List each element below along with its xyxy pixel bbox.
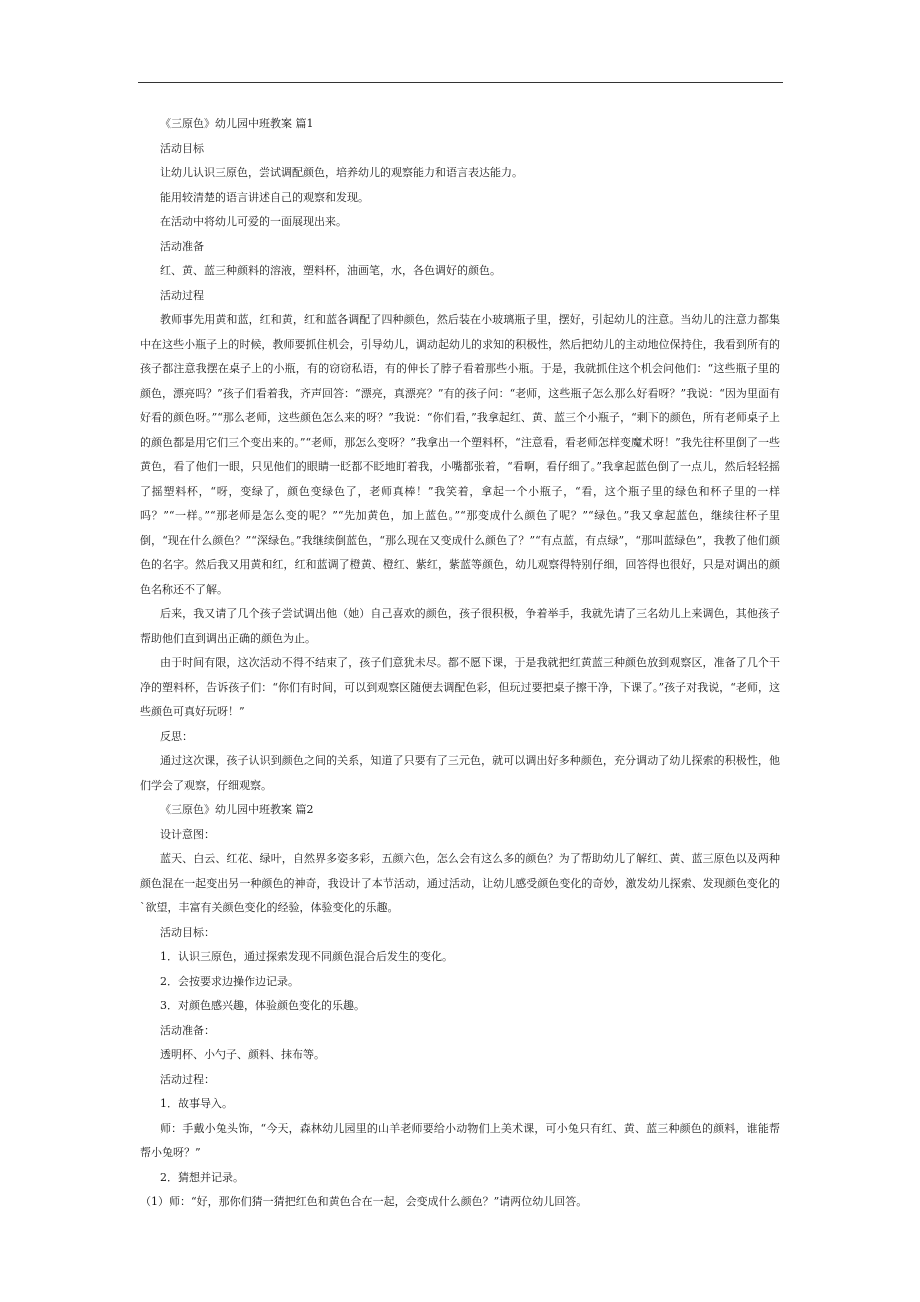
header-rule <box>138 82 783 83</box>
process-paragraph-2: 后来，我又请了几个孩子尝试调出他（她）自己喜欢的颜色，孩子很积极，争着举手，我就先请了三名幼儿上来调色，其他孩子帮助他们直到调出正确的颜色为止。 <box>140 607 780 645</box>
heading-activity-process: 活动过程 <box>160 288 204 302</box>
section-title-1: 《三原色》幼儿园中班教案 篇1 <box>160 117 314 130</box>
heading-activity-process-2: 活动过程： <box>160 1072 215 1086</box>
process-paragraph-1: 教师事先用黄和蓝，红和黄，红和蓝各调配了四种颜色，然后装在小玻璃瓶子里，摆好，引起幼儿的注意。当幼儿的注意力都集中在这些小瓶子上的时候，教师要抓住机会，引导幼儿，调动起幼儿的求知的积极性，然后把幼儿的主动地位保持住，我看到所有的孩子都注意我摆在桌子上的小瓶，有的窃窃私语，有的伸长了脖子看着那些小瓶。于是，我就抓住这个机会问他们：“这些瓶子里的颜色，漂亮吗？”孩子们看着我，齐声回答：“漂亮，真漂亮？”有的孩子问：“老师，这些瓶子怎么那么好看呀？”我说：“因为里面有好看的颜色呀。”“那么老师，这些颜色怎么来的呀？”我说：“你们看，”我拿起红、黄、蓝三个小瓶子，“剩下的颜色，所有老师桌子上的颜色都是用它们三个变出来的。”“老师，那怎么变呀？”我拿出一个塑料杯，“注意看，看老师怎样变魔术呀！”我先往杯里倒了一些黄色，看了他们一眼，只见他们的眼睛一眨都不眨地盯着我，小嘴都张着，“看啊，看仔细了。”我拿起蓝色倒了一点儿，然后轻轻摇了摇塑料杯，“呀，变绿了，颜色变绿色了，老师真棒！”我笑着，拿起一个小瓶子，“看，这个瓶子里的绿色和杯子里的一样吗？”“一样。”“那老师是怎么变的呢？”“先加黄色，加上蓝色。”“那变成什么颜色了呢？”“绿色。”我又拿起蓝色，继续往杯子里倒，“现在什么颜色？”“深绿色。”我继续倒蓝色，“那么现在又变成什么颜色了？”“有点蓝，有点绿”，“那叫蓝绿色”，我教了他们颜色的名字。然后我又用黄和红，红和蓝调了橙黄、橙红、紫红，紫蓝等颜色，幼儿观察得特别仔细，回答得也很好，只是对调出的颜色名称还不了解。 <box>140 313 780 596</box>
goal-item-2: 能用较清楚的语言讲述自己的观察和发现。 <box>160 190 369 204</box>
heading-activity-goal-2: 活动目标： <box>160 925 215 939</box>
goal-item-3: 在活动中将幼儿可爱的一面展现出来。 <box>160 215 347 228</box>
reflection-paragraph: 通过这次课，孩子认识到颜色之间的关系，知道了只要有了三元色，就可以调出好多种颜色，充分调动了幼儿探索的积极性，他们学会了观察，仔细观察。 <box>140 754 780 792</box>
step-2-item-1: （1）师：“好，那你们猜一猜把红色和黄色合在一起，会变成什么颜色？”请两位幼儿回答。 <box>140 1195 588 1208</box>
prep2-text: 透明杯、小勺子、颜料、抹布等。 <box>160 1048 325 1061</box>
process-paragraph-3: 由于时间有限，这次活动不得不结束了，孩子们意犹未尽。都不愿下课，于是我就把红黄蓝三种颜色放到观察区，准备了几个干净的塑料杯，告诉孩子们：“你们有时间，可以到观察区随便去调配色彩，但玩过要把桌子擦干净，下课了。”孩子对我说，“老师，这些颜色可真好玩呀！” <box>140 656 780 718</box>
document-page <box>140 112 780 1215</box>
heading-activity-goal: 活动目标 <box>160 141 204 155</box>
prep-text: 红、黄、蓝三种颜料的溶液，塑料杯，油画笔，水，各色调好的颜色。 <box>160 264 501 277</box>
heading-activity-prep: 活动准备 <box>160 239 204 253</box>
step-1-paragraph: 师：手戴小兔头饰，“今天，森林幼儿园里的山羊老师要给小动物们上美术课，可小兔只有红、黄、蓝三种颜色的颜料，谁能帮帮小兔呀？” <box>140 1121 780 1159</box>
goal2-item-3: 3．对颜色感兴趣，体验颜色变化的乐趣。 <box>160 999 365 1012</box>
step-2-heading: 2．猜想并记录。 <box>160 1170 244 1184</box>
heading-reflection: 反思： <box>160 729 193 743</box>
goal-item-1: 让幼儿认识三原色，尝试调配颜色，培养幼儿的观察能力和语言表达能力。 <box>160 166 523 179</box>
goal2-item-2: 2．会按要求边操作边记录。 <box>160 974 299 988</box>
step-1-heading: 1．故事导入。 <box>160 1097 233 1110</box>
design-paragraph: 蓝天、白云、红花、绿叶，自然界多姿多彩，五颜六色，怎么会有这么多的颜色？为了帮助幼儿了解红、黄、蓝三原色以及两种颜色混在一起变出另一种颜色的神奇，我设计了本节活动，通过活动，让幼儿感受颜色变化的奇妙，激发幼儿探索、发现颜色变化的`欲望，丰富有关颜色变化的经验，体验变化的乐趣。 <box>140 852 780 914</box>
heading-activity-prep-2: 活动准备： <box>160 1023 215 1037</box>
section-title-2: 《三原色》幼儿园中班教案 篇2 <box>160 803 314 816</box>
heading-design-intent: 设计意图： <box>160 827 215 841</box>
goal2-item-1: 1．认识三原色，通过探索发现不同颜色混合后发生的变化。 <box>160 950 453 963</box>
